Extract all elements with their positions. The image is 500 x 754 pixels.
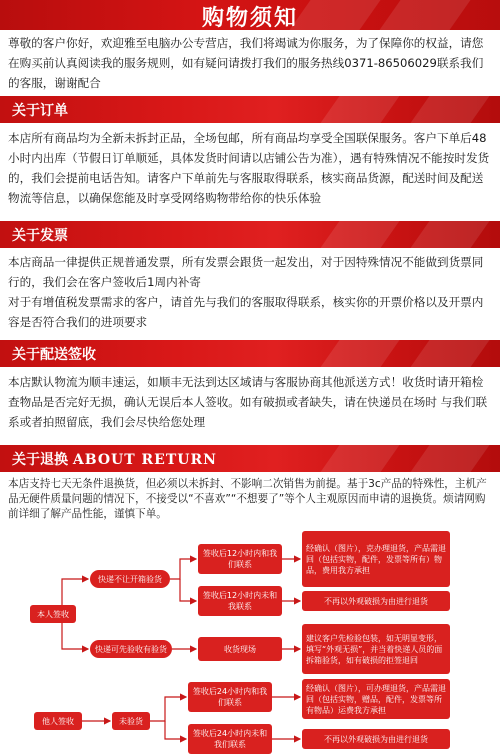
section-decoration (411, 340, 490, 367)
flow-node-not-checked: 未验货 (112, 712, 150, 730)
page-title: 购物须知 (201, 6, 298, 31)
section-decoration (411, 221, 490, 248)
section-return-header (0, 445, 500, 472)
flow-node-receive-site: 收货现场 (198, 637, 282, 661)
flow-result-refund-other: 经确认（图片），可办理退货，产品需退回（包括实物，赠品，配件，发票等所有物品）运费我方承担 (302, 679, 450, 719)
section-delivery-header (0, 340, 500, 367)
flow-result-no-return: 不再以外观破损为由进行退货 (302, 591, 450, 611)
flow-node-other-sign: 他人签收 (34, 712, 82, 730)
section-decoration (321, 96, 400, 123)
return-flowchart (0, 521, 500, 749)
section-invoice-header (0, 221, 500, 248)
section-decoration (411, 96, 490, 123)
flow-node-unopened: 快递不让开箱验货 (90, 570, 170, 588)
flow-node-within12-no: 签收后12小时内未和我联系 (198, 586, 282, 616)
section-order-title: 关于订单 (12, 103, 68, 119)
intro-text: 尊敬的客户你好，欢迎雅至电脑办公专营店，我们将竭诚为你服务，为了保障你的权益，请您在购买前认真阅读我的服务规则，如有疑问请拨打我们的服务热线0371-86506029联系我们的客服，谢谢配合 (8, 36, 484, 90)
section-delivery-title: 关于配送签收 (12, 347, 96, 363)
section-decoration (321, 221, 400, 248)
section-return-title (12, 449, 217, 469)
flow-node-within12-contact: 签收后12小时内和我们联系 (198, 544, 282, 574)
section-delivery-body: 本店默认物流为顺丰速运，如顺丰无法到达区域请与客服协商其他派送方式！收货时请开箱检查物品是否完好无损，确认无误后本人签收。如有破损或者缺失，请在快递员在场时 与我们联系或者拍照留底，我们会尽快给您处理 (8, 375, 488, 429)
flow-result-refund: 经确认（图片），克办理退货，产品需退回（包括实物，配件，发票等所有）物品，费用我方承担 (302, 531, 450, 587)
flow-result-no-return-other: 不再以外观破损为由进行退货 (302, 729, 450, 749)
section-decoration (321, 445, 400, 472)
section-return-title-en: ABOUT RETURN (72, 452, 217, 468)
flow-result-inspect: 建议客户先检验包装，如无明显变形，填写“外观无损”，并当着快递人员的面拆箱验货，如有破损的拒签退回 (302, 624, 450, 674)
flow-node-self-sign: 本人签收 (30, 605, 76, 623)
section-return-body: 本店支持七天无条件退换货，但必须以未拆封、不影响二次销售为前提。基于3c产品的特殊性，主机产品无硬件质量问题的情况下，不接受以“不喜欢”“不想要了”等个人主观原因而申请的退换货。烦请网购前详细了解产品性能，谨慎下单。 (8, 478, 487, 520)
section-return-title-cn: 关于退换 (12, 452, 68, 468)
flow-node-within24-contact: 签收后24小时内和我们联系 (188, 682, 272, 712)
section-order-body: 本店所有商品均为全新未拆封正品，全场包邮，所有商品均享受全国联保服务。客户下单后48小时内出库（节假日订单顺延，具体发货时间请以店铺公告为准），遇有特殊情况不能按时发货的，我们会提前电话告知。请客户下单前先与客服取得联系，核实商品货源，配送时间及配送物流等信息，以确保您能及时享受网络购物带给你的快乐体验 (8, 131, 490, 205)
section-invoice-title: 关于发票 (12, 228, 68, 244)
page-header (0, 0, 500, 30)
section-invoice-body: 本店商品一律提供正规普通发票，所有发票会跟货一起发出，对于因特殊情况不能做到货票同行的，我们会在客户签收后1周内补寄 对于有增值税发票需求的客户，请首先与我们的客服取得联系，核实你的开票价格以及开票内容是否符合我们的进项要求 (8, 255, 484, 329)
section-decoration (321, 340, 400, 367)
flow-node-allow-check: 快递可先验收有验货 (90, 640, 172, 658)
section-order-header (0, 96, 500, 123)
section-decoration (411, 445, 490, 472)
flow-node-within24-no: 签收后24小时内未和我们联系 (188, 724, 272, 754)
